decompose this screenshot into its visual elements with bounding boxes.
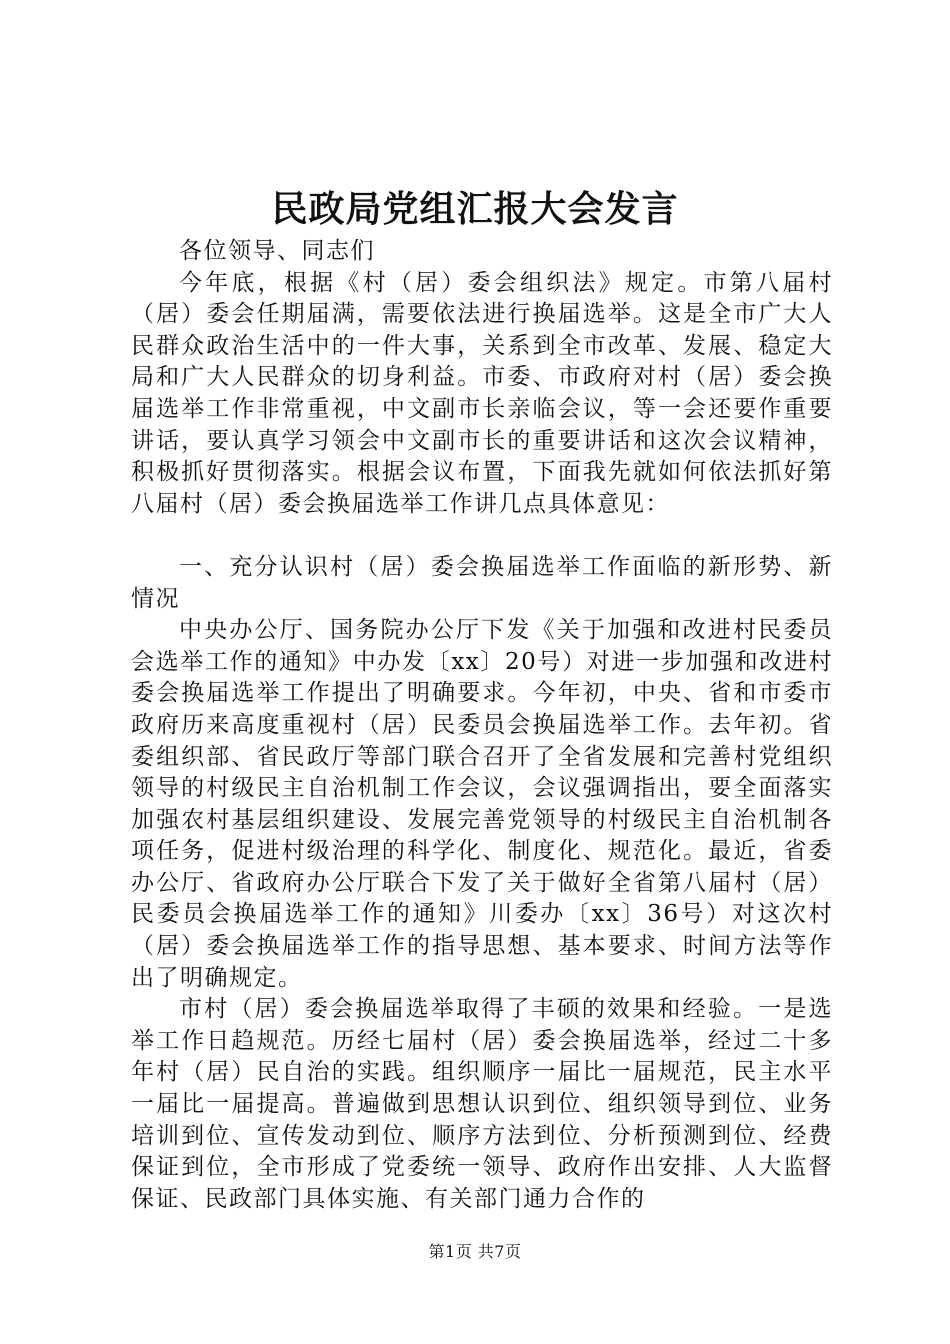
page-footer: 第1页 共7页	[428, 1242, 522, 1261]
paragraph-3: 市村（居）委会换届选举取得了丰硕的效果和经验。一是选举工作日趋规范。历经七届村（居）委会换届选举，经过二十多年村（居）民自治的实践。组织顺序一届比一届规范，民主水平一届比一届提高。普遍做到思想认识到位、组织领导到位、业务培训到位、宣传发动到位、顺序方法到位、分析预测到位、经费保证到位，全市形成了党委统一领导、政府作出安排、人大监督保证、民政部门具体实施、有关部门通力合作的	[131, 996, 833, 1212]
salutation: 各位领导、同志们	[179, 238, 375, 264]
paragraph-2: 中央办公厅、国务院办公厅下发《关于加强和改进村民委员会选举工作的通知》中办发〔xx〕20号）对进一步加强和改进村委会换届选举工作提出了明确要求。今年初，中央、省和市委市政府历来高度重视村（居）民委员会换届选举工作。去年初。省委组织部、省民政厅等部门联合召开了全省发展和完善村党组织领导的村级民主自治机制工作会议，会议强调指出，要全面落实加强农村基层组织建设、发展完善党领导的村级民主自治机制各项任务，促进村级治理的科学化、制度化、规范化。最近，省委办公厅、省政府办公厅联合下发了关于做好全省第八届村（居）民委员会换届选举工作的通知》川委办〔xx〕36号）对这次村（居）委会换届选举工作的指导思想、基本要求、时间方法等作出了明确规定。	[131, 617, 833, 991]
document-title: 民政局党组汇报大会发言	[271, 188, 679, 230]
document-body	[131, 236, 833, 1215]
paragraph-intro: 今年底，根据《村（居）委会组织法》规定。市第八届村（居）委会任期届满，需要依法进行换届选举。这是全市广大人民群众政治生活中的一件大事，关系到全市改革、发展、稳定大局和广大人民群众的切身利益。市委、市政府对村（居）委会换届选举工作非常重视，中文副市长亲临会议，等一会还要作重要讲话，要认真学习领会中文副市长的重要讲话和这次会议精神，积极抓好贯彻落实。根据会议布置，下面我先就如何依法抓好第八届村（居）委会换届选举工作讲几点具体意见：	[131, 269, 833, 517]
section-heading-1: 一、充分认识村（居）委会换届选举工作面临的新形势、新情况	[131, 553, 833, 612]
